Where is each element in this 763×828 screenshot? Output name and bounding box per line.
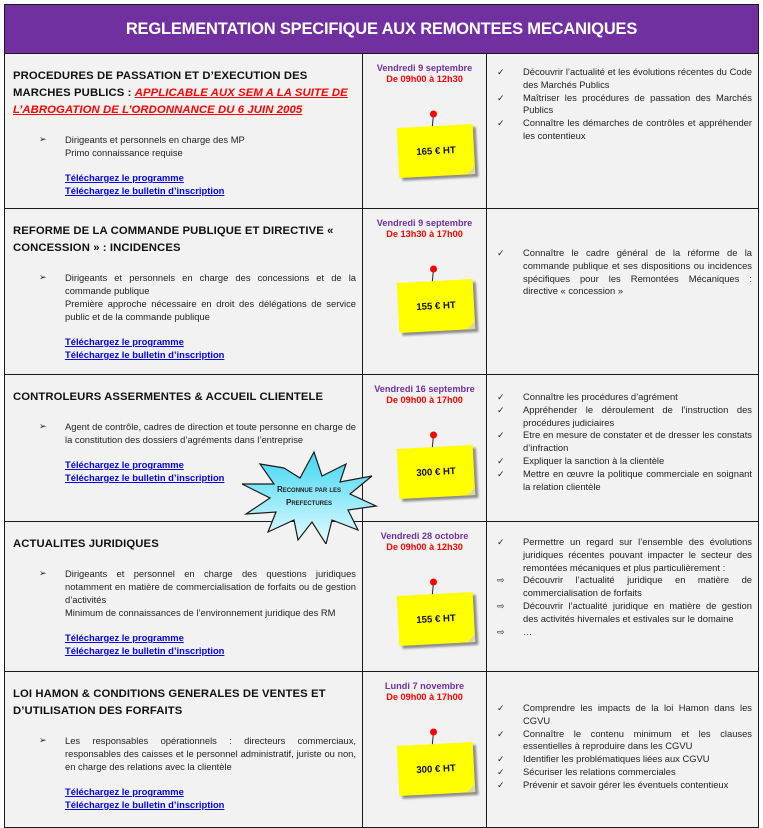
objective-text: Connaître les procédures d’agrément — [523, 391, 678, 402]
training-row — [5, 54, 758, 209]
download-program-link[interactable]: Téléchargez le programme — [65, 459, 184, 470]
price: 300 € HT — [416, 762, 456, 776]
objective-item — [493, 404, 752, 430]
objective-item — [493, 702, 752, 728]
schedule-cell — [363, 522, 487, 671]
audience-text — [65, 420, 356, 446]
schedule-cell — [363, 54, 487, 208]
price: 155 € HT — [416, 299, 456, 313]
audience-text — [65, 271, 356, 323]
price-sticky-note — [397, 124, 476, 178]
course-title-text: CONTROLEURS ASSERMENTES & ACCUEIL CLIENTELE — [13, 391, 324, 403]
audience-line: Minimum de connaissances de l’environnement juridique des RM — [65, 607, 336, 618]
checkmark-icon: ✓ — [497, 728, 505, 739]
session-time: De 09h00 à 12h30 — [386, 542, 463, 552]
objective-item — [493, 92, 752, 118]
training-table — [4, 4, 759, 828]
course-info-cell — [5, 209, 363, 374]
arrow-right-icon: ⇨ — [497, 575, 505, 586]
objective-text: Comprendre les impacts de la loi Hamon dans les CGVU — [523, 702, 752, 726]
course-info-cell — [5, 672, 363, 827]
audience-line: Agent de contrôle, cadres de direction et toute personne en charge de la constitution des dossiers d’agréments dans l’entreprise — [65, 421, 356, 445]
objective-item — [493, 766, 752, 779]
course-title-text: PROCEDURES DE PASSATION ET D’EXECUTION DES MARCHES PUBLICS : — [13, 70, 308, 99]
course-title — [13, 389, 356, 406]
download-registration-link[interactable]: Téléchargez le bulletin d’inscription — [65, 799, 225, 810]
audience-block — [13, 133, 356, 159]
audience-line: Dirigeants et personnels en charge des MP — [65, 134, 245, 145]
bullet-arrow-icon: ➢ — [39, 735, 47, 745]
training-row — [5, 209, 758, 375]
objective-text: Permettre un regard sur l’ensemble des évolutions juridiques récentes pouvant impacter le secteur des remontées mécaniques et plus particulièrement : — [523, 536, 752, 573]
training-row — [5, 672, 758, 827]
download-program-link[interactable]: Téléchargez le programme — [65, 172, 184, 183]
arrow-right-icon: ⇨ — [497, 626, 505, 637]
bullet-arrow-icon: ➢ — [39, 421, 47, 431]
session-date: Vendredi 9 septembre — [376, 63, 473, 73]
checkmark-icon: ✓ — [497, 67, 505, 77]
course-title — [13, 686, 356, 720]
audience-block — [13, 734, 356, 773]
objective-item — [493, 600, 752, 626]
objectives-list — [493, 66, 752, 143]
checkmark-icon: ✓ — [497, 754, 505, 765]
checkmark-icon: ✓ — [497, 537, 505, 547]
audience-block — [13, 567, 356, 619]
download-links — [65, 785, 356, 811]
objective-text: … — [523, 625, 533, 637]
training-row — [5, 375, 758, 522]
session-time: De 09h00 à 17h00 — [386, 692, 463, 702]
objective-item — [493, 779, 752, 792]
objectives-list — [493, 247, 752, 298]
schedule-cell — [363, 209, 487, 374]
badge-line-2: Prefectures — [285, 498, 332, 507]
objectives-cell — [487, 672, 758, 827]
download-registration-link[interactable]: Téléchargez le bulletin d’inscription — [65, 185, 225, 196]
objective-text: Connaître le contenu minimum et les clauses essentielles à reproduire dans les CGVU — [523, 727, 752, 752]
objective-item — [493, 391, 752, 404]
objective-item — [493, 468, 752, 494]
audience-line: Les responsables opérationnels : directeurs commerciaux, responsables des caisses et le personnel administratif, juriste ou non, en charge des relations avec la clientèle — [65, 735, 356, 772]
checkmark-icon: ✓ — [497, 468, 505, 479]
bullet-arrow-icon: ➢ — [39, 272, 47, 282]
objective-item — [493, 536, 752, 574]
objectives-cell — [487, 375, 758, 521]
course-title — [13, 223, 356, 257]
price-sticky-note — [397, 592, 476, 646]
objectives-cell — [487, 209, 758, 374]
checkmark-icon: ✓ — [497, 248, 505, 258]
objective-text: Découvrir l’actualité juridique en matière de commercialisation de forfaits — [523, 574, 752, 599]
course-title-text: ACTUALITES JURIDIQUES — [13, 538, 159, 550]
objective-text: Découvrir l’actualité juridique en matière de gestion des activités hivernales et estivales sur le domaine — [523, 599, 752, 624]
objective-text: Découvrir l’actualité et les évolutions récentes du Code des Marchés Publics — [523, 66, 752, 90]
objective-text: Expliquer la sanction à la clientèle — [523, 454, 665, 466]
checkmark-icon: ✓ — [497, 404, 505, 415]
audience-line: Dirigeants et personnel en charge des questions juridiques notamment en matière de commercialisation de forfaits ou de gestion d’activités — [65, 568, 356, 605]
download-registration-link[interactable]: Téléchargez le bulletin d’inscription — [65, 472, 225, 483]
objectives-cell — [487, 522, 758, 671]
bullet-arrow-icon: ➢ — [39, 134, 47, 144]
schedule-cell — [363, 375, 487, 521]
starburst-badge-text — [240, 448, 378, 544]
price-sticky-note — [397, 742, 476, 796]
objective-text: Sécuriser les relations commerciales — [523, 765, 676, 777]
objective-text: Appréhender le déroulement de l’instruction des procédures judiciaires — [523, 403, 752, 428]
audience-text — [65, 567, 356, 619]
checkmark-icon: ✓ — [497, 455, 505, 466]
download-program-link[interactable]: Téléchargez le programme — [65, 786, 184, 797]
badge-line-1: Reconnue par les — [276, 485, 342, 494]
objective-text: Connaître le cadre général de la réforme de la commande publique et ses dispositions ou incidences spécifiques pour les Remontées Mécaniques : directive « concession » — [523, 247, 752, 297]
objective-text: Prévenir et savoir gérer les éventuels contentieux — [523, 778, 729, 790]
audience-text — [65, 133, 356, 159]
price-sticky-note — [397, 445, 476, 499]
objective-text: Mettre en œuvre la politique commerciale en soignant la relation clientèle — [523, 467, 752, 492]
session-date: Vendredi 16 septembre — [374, 384, 475, 394]
objective-text: Connaître les démarches de contrôles et appréhender les contentieux — [523, 117, 752, 141]
price: 165 € HT — [416, 144, 456, 158]
objective-item — [493, 455, 752, 468]
objective-item — [493, 66, 752, 92]
arrow-right-icon: ⇨ — [497, 600, 505, 611]
download-registration-link[interactable]: Téléchargez le bulletin d’inscription — [65, 349, 225, 360]
course-info-cell — [5, 522, 363, 671]
schedule-cell — [363, 672, 487, 827]
price: 155 € HT — [416, 612, 456, 626]
course-title — [13, 68, 356, 119]
objective-item — [493, 728, 752, 754]
page-title: REGLEMENTATION SPECIFIQUE AUX REMONTEES MECANIQUES — [125, 19, 638, 38]
audience-block — [13, 420, 356, 446]
objective-item — [493, 117, 752, 143]
session-time: De 09h00 à 17h00 — [386, 395, 463, 405]
session-date: Vendredi 9 septembre — [376, 218, 473, 228]
objective-item — [493, 626, 752, 639]
objective-item — [493, 247, 752, 298]
objective-text: Identifier les problématiques liées aux CGVU — [523, 753, 710, 765]
checkmark-icon: ✓ — [497, 430, 505, 441]
session-date: Vendredi 28 octobre — [380, 531, 469, 541]
objectives-list — [493, 702, 752, 792]
checkmark-icon: ✓ — [497, 766, 505, 777]
session-time: De 09h00 à 12h30 — [386, 74, 463, 84]
session-date: Lundi 7 novembre — [384, 681, 465, 691]
download-links — [65, 335, 356, 361]
training-row — [5, 522, 758, 672]
objective-text: Etre en mesure de constater et de dresser les constats d’infraction — [523, 429, 752, 454]
session-time: De 13h30 à 17h00 — [386, 229, 463, 239]
course-title-text: REFORME DE LA COMMANDE PUBLIQUE ET DIRECTIVE « CONCESSION » : INCIDENCES — [13, 225, 334, 254]
download-program-link[interactable]: Téléchargez le programme — [65, 632, 184, 643]
audience-line: Première approche nécessaire en droit des délégations de service public et de la commande publique — [65, 298, 356, 322]
price: 300 € HT — [416, 465, 456, 479]
training-rows — [5, 54, 758, 827]
objectives-list — [493, 536, 752, 638]
checkmark-icon: ✓ — [497, 92, 505, 103]
download-registration-link[interactable]: Téléchargez le bulletin d’inscription — [65, 645, 225, 656]
download-links — [65, 631, 356, 657]
objective-text: Maîtriser les procédures de passation des Marchés Publics — [523, 91, 752, 116]
audience-line: Primo connaissance requise — [65, 147, 183, 158]
download-program-link[interactable]: Téléchargez le programme — [65, 336, 184, 347]
objective-item — [493, 574, 752, 600]
course-title-highlight: APPLICABLE AUX SEM A LA SUITE DE L’ABROGATION DE L’ORDONNANCE DU 6 JUIN 2005 — [13, 87, 348, 116]
table-header — [5, 5, 758, 54]
objectives-cell — [487, 54, 758, 208]
audience-line: Dirigeants et personnels en charge des concessions et de la commande publique — [65, 272, 356, 296]
audience-text — [65, 734, 356, 773]
objective-item — [493, 753, 752, 766]
course-title-text: LOI HAMON & CONDITIONS GENERALES DE VENTES ET D’UTILISATION DES FORFAITS — [13, 688, 326, 717]
bullet-arrow-icon: ➢ — [39, 568, 47, 578]
checkmark-icon: ✓ — [497, 392, 505, 402]
checkmark-icon: ✓ — [497, 703, 505, 713]
price-sticky-note — [397, 279, 476, 333]
checkmark-icon: ✓ — [497, 118, 505, 129]
checkmark-icon: ✓ — [497, 779, 505, 790]
download-links — [65, 171, 356, 197]
objectives-list — [493, 391, 752, 493]
audience-block — [13, 271, 356, 323]
course-info-cell — [5, 54, 363, 208]
objective-item — [493, 429, 752, 455]
